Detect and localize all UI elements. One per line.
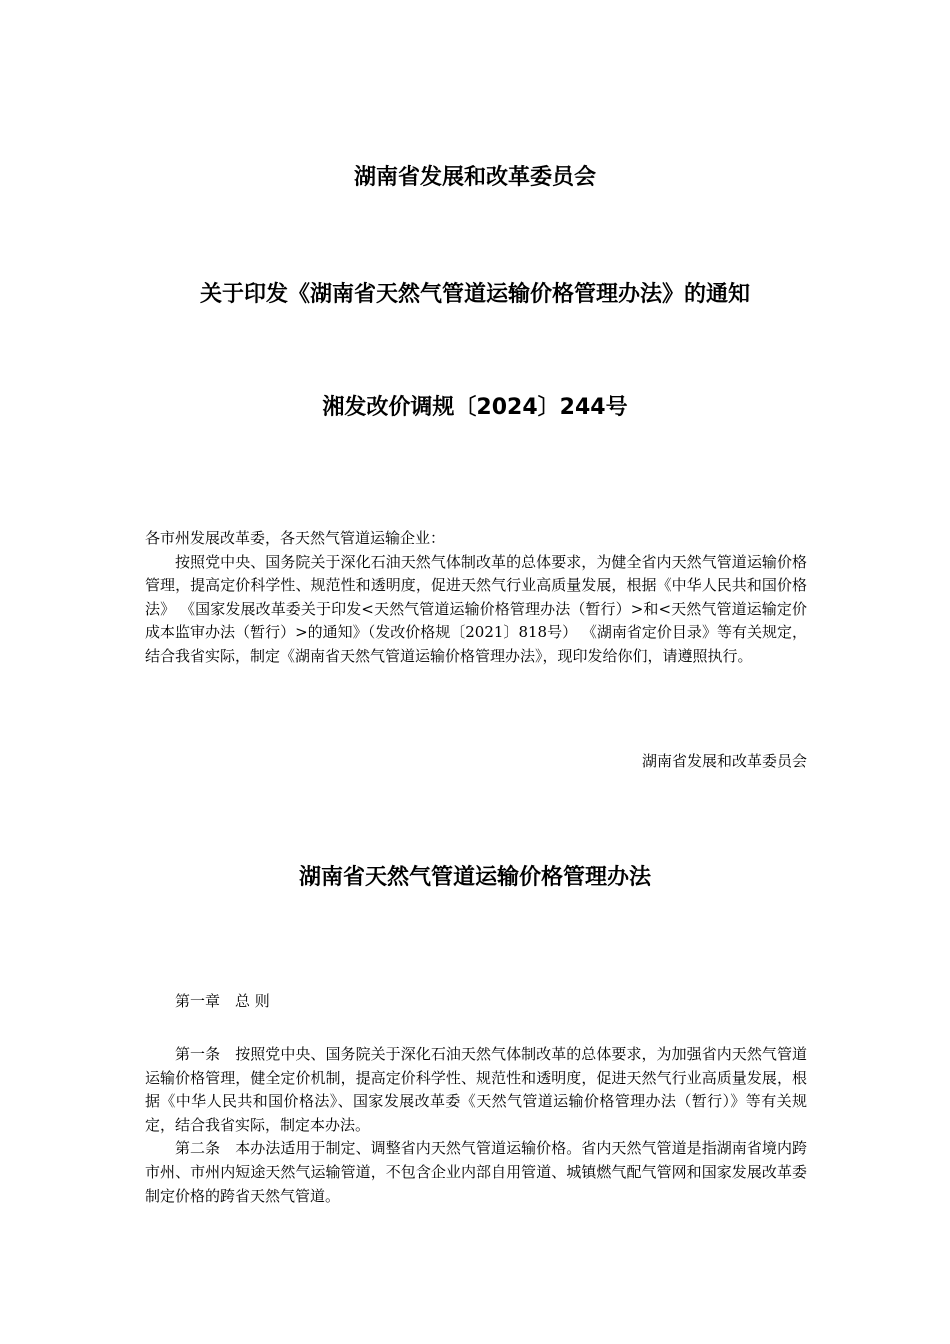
article-2: 第二条 本办法适用于制定、调整省内天然气管道运输价格。省内天然气管道是指湖南省境内跨市州、市州内短途天然气运输管道，不包含企业内部自用管道、城镇燃气配气管网和国家发展改革委制定价格的跨省天然气管道。 (145, 1139, 807, 1205)
salutation: 各市州发展改革委，各天然气管道运输企业： (145, 529, 446, 547)
signature: 湖南省发展和改革委员会 (641, 752, 807, 770)
notice-body (145, 527, 807, 669)
document-number: 湘发改价调规〔2024〕244号 (322, 395, 628, 420)
notice-title: 关于印发《湖南省天然气管道运输价格管理办法》的通知 (199, 282, 750, 307)
intro-paragraph: 按照党中央、国务院关于深化石油天然气体制改革的总体要求，为健全省内天然气管道运输价格管理，提高定价科学性、规范性和透明度，促进天然气行业高质量发展，根据《中华人民共和国价格法》 《国家发展改革委关于印发<天然气管道运输价格管理办法（暂行）>和<天然气管道运输定价成本监审办法（暂行）>的通知》（发改价格规〔2021〕818号） 《湖南省定价目录》等有关规定，结合我省实际，制定《湖南省天然气管道运输价格管理办法》，现印发给你们，请遵照执行。 (145, 552, 807, 665)
regulation-articles (145, 1043, 807, 1208)
article-1: 第一条 按照党中央、国务院关于深化石油天然气体制改革的总体要求，为加强省内天然气管道运输价格管理，健全定价机制，提高定价科学性、规范性和透明度，促进天然气行业高质量发展，根据《中华人民共和国价格法》、国家发展改革委《天然气管道运输价格管理办法（暂行）》等有关规定，结合我省实际，制定本办法。 (145, 1045, 807, 1134)
issuer-heading: 湖南省发展和改革委员会 (353, 165, 596, 190)
regulation-title: 湖南省天然气管道运输价格管理办法 (298, 865, 651, 890)
chapter-heading: 第一章 总 则 (175, 992, 270, 1010)
